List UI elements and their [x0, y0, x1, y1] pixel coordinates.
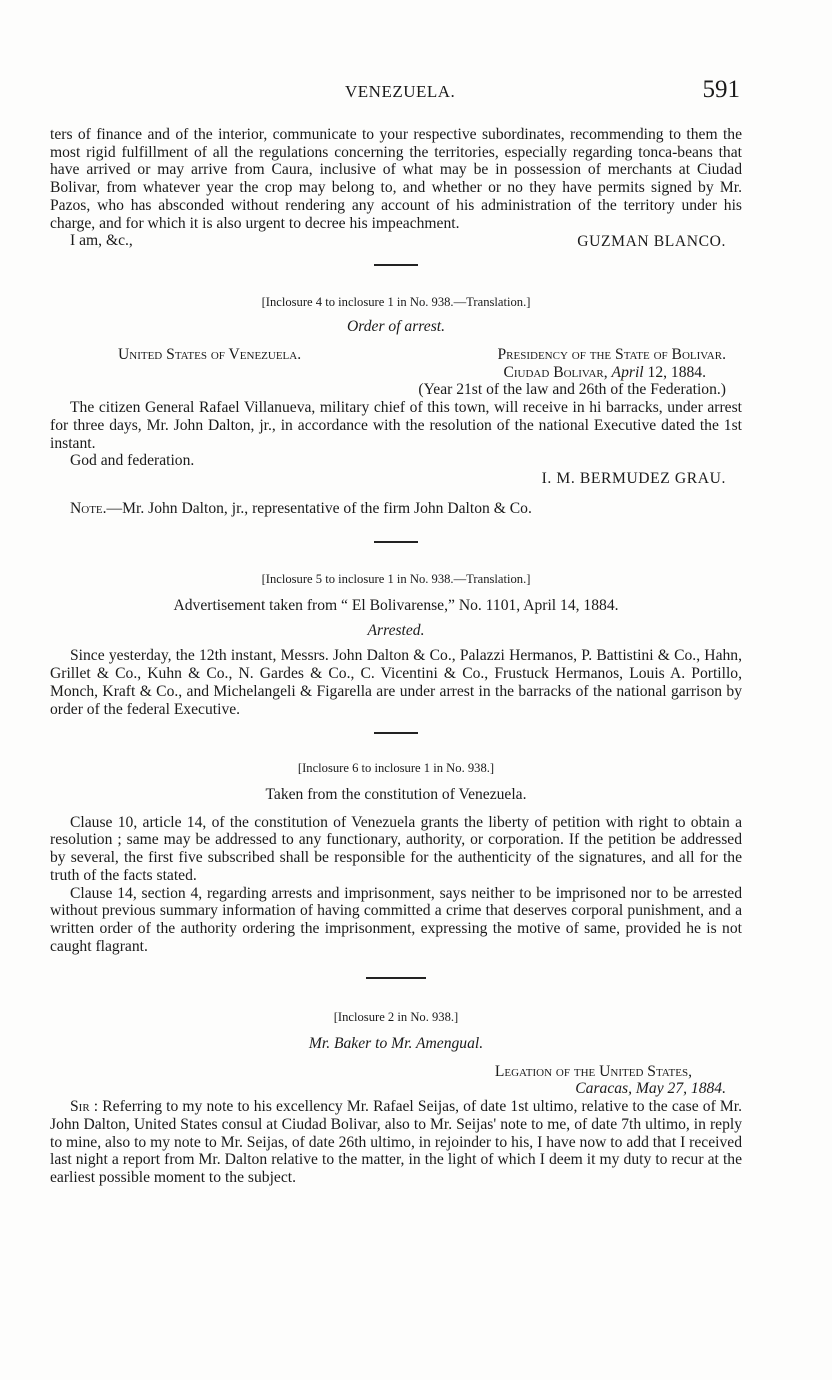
date-tail: 12, 1884.	[647, 363, 706, 381]
inclosure-6-heading: [Inclosure 6 to inclosure 1 in No. 938.]	[297, 761, 495, 776]
section-divider	[374, 264, 418, 266]
inclosure-2-letter-body	[50, 1098, 742, 1187]
inclosure-2-heading: [Inclosure 2 in No. 938.]	[333, 1010, 459, 1025]
inclosure-6-paragraph-2: Clause 14, section 4, regarding arrests and imprisonment, says neither to be imprisoned nor to be arrested without previous summary information of having committed a crime that deserves corporal punishment, and a written order of the authority ordering the imprisonment, expressing the motive of same, provided he is not caught flagrant.	[50, 884, 742, 955]
running-head: VENEZUELA.	[345, 82, 456, 101]
inclosure-4-year-line: (Year 21st of the law and 26th of the Federation.)	[418, 381, 726, 399]
section-divider	[374, 732, 418, 734]
inclosure-5-heading: [Inclosure 5 to inclosure 1 in No. 938.—Translation.]	[261, 572, 531, 587]
place-right: Presidency of the State of Bolivar.	[497, 346, 726, 364]
note-label: Note.	[70, 499, 107, 517]
inclosure-4-closing: God and federation.	[70, 452, 195, 470]
inclosure-5-title: Advertisement taken from “ El Bolivarense,” No. 1101, April 14, 1884.	[173, 597, 619, 615]
note-text: —Mr. John Dalton, jr., representative of the firm John Dalton & Co.	[106, 499, 532, 517]
inclosure-4-body: The citizen General Rafael Villanueva, military chief of this town, will receive in hi barracks, under arrest for three days, Mr. John Dalton, jr., in accordance with the resolution of the national Executive dated the 1st instant.	[50, 399, 742, 452]
section-divider	[366, 977, 426, 979]
signature-guzman-blanco: GUZMAN BLANCO.	[577, 232, 726, 250]
section-divider	[374, 541, 418, 543]
inclosure-2-title: Mr. Baker to Mr. Amengual.	[308, 1035, 484, 1053]
page-content	[50, 126, 742, 1187]
inclosure-5-body: Since yesterday, the 12th instant, Messrs. John Dalton & Co., Palazzi Hermanos, P. Battistini & Co., Hahn, Grillet & Co., Kuhn & Co., N. Gardes & Co., C. Vicentini & Co., Frustuck Hermanos, Louis A. Portillo, Monch, Kraft & Co., and Michelangeli & Figarella are under arrest in the barracks of the national garrison by order of the federal Executive.	[50, 647, 742, 718]
page-number: 591	[702, 76, 740, 103]
inclosure-4-signature: I. M. BERMUDEZ GRAU.	[541, 469, 726, 487]
inclosure-6-paragraph-1: Clause 10, article 14, of the constitution of Venezuela grants the liberty of petition with right to obtain a resolution ; same may be addressed to any functionary, authority, or corporation. If the petition be addressed by several, the first five subscribed shall be responsible for the authenticity of the signatures, and all for the truth of the facts stated.	[50, 813, 742, 884]
inclosure-4-note	[50, 500, 742, 518]
inclosure-6-title: Taken from the constitution of Venezuela.	[265, 785, 527, 803]
city: Ciudad Bolivar,	[503, 363, 608, 381]
closing-line: I am, &c.,	[70, 232, 133, 250]
salutation: Sir :	[70, 1098, 99, 1116]
date-month: April	[611, 363, 644, 381]
inclosure-4-place-line	[50, 346, 742, 364]
inclosure-4-title: Order of arrest.	[346, 318, 446, 336]
place-left: United States of Venezuela.	[118, 346, 302, 364]
letter-text: Referring to my note to his excellency Mr. Rafael Seijas, of date 1st ultimo, relative to the case of Mr. John Dalton, United States consul at Ciudad Bolivar, also to Mr. Seijas' note to me, of date 7th ultimo, in reply to mine, also to my note to Mr. Seijas, of date 26th ultimo, in rejoinder to his, I have now to add that I received last night a report from Mr. Dalton relative to the matter, in the light of which I deem it my duty to recur at the earliest possible moment to the subject.	[50, 1098, 742, 1186]
inclosure-2-date: Caracas, May 27, 1884.	[575, 1080, 726, 1098]
inclosure-2-place: Legation of the United States,	[494, 1062, 692, 1080]
inclosure-5-subtitle: Arrested.	[367, 621, 425, 639]
inclosure-4-heading: [Inclosure 4 to inclosure 1 in No. 938.—Translation.]	[261, 294, 531, 309]
inclosure-4-dateline	[50, 364, 742, 382]
page-header	[0, 78, 832, 108]
intro-paragraph: ters of finance and of the interior, communicate to your respective subordinates, recommending to them the most rigid fulfillment of all the regulations concerning the territories, especially regarding tonca-beans that have arrived or may arrive from Caura, inclusive of what may be in possession of merchants at Ciudad Bolivar, from whatever year the crop may belong to, and whether or no they have permits signed by Mr. Pazos, who has absconded without rendering any account of his administration of the territory under his charge, and for which it is also urgent to decree his impeachment.	[50, 126, 742, 232]
